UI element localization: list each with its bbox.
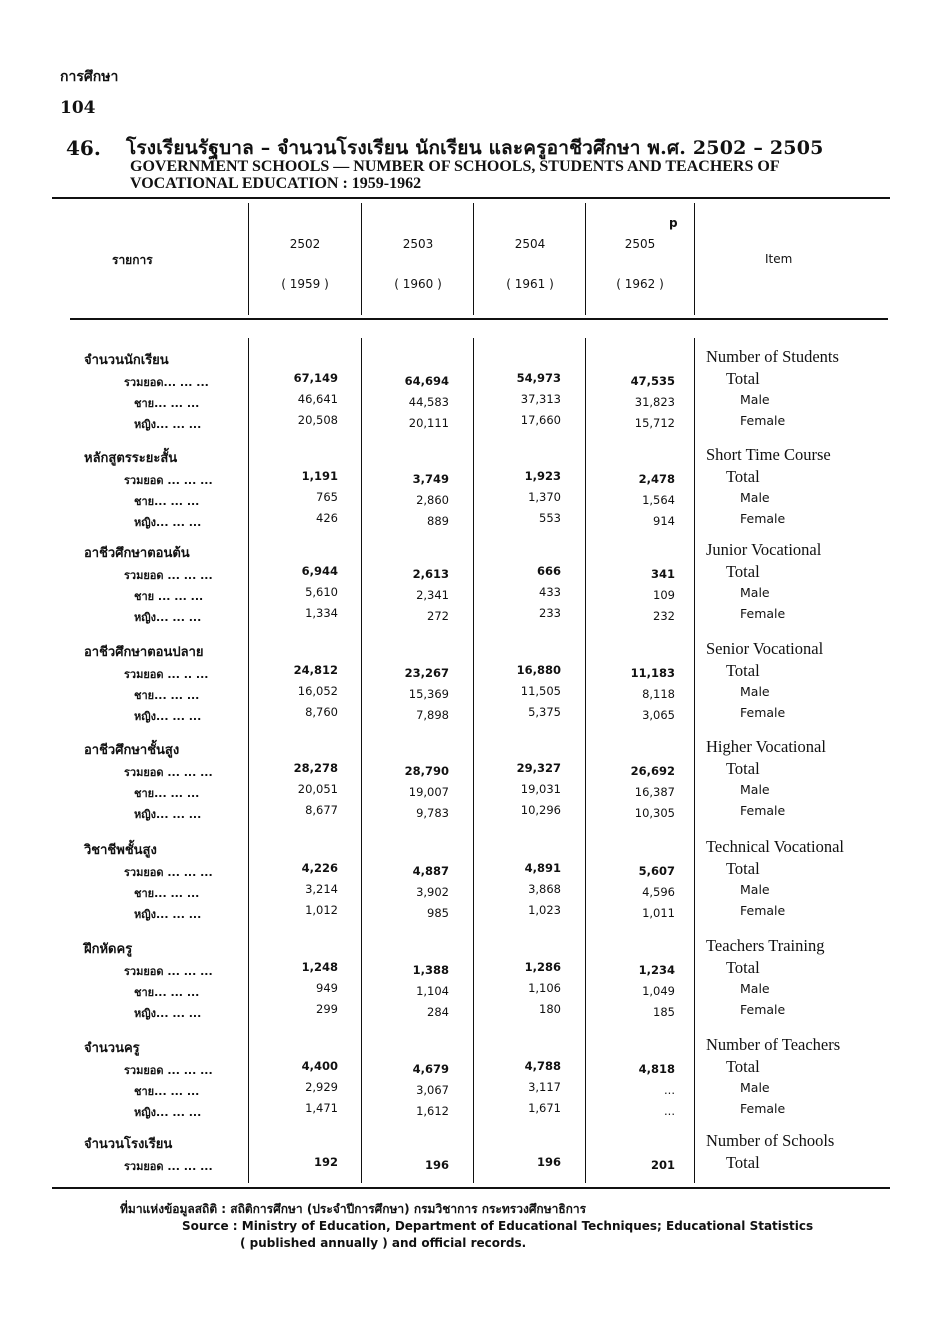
row-label-english: Total — [726, 1153, 760, 1172]
table-cell: 4,891 — [524, 861, 561, 875]
table-cell: 5,610 — [305, 585, 338, 599]
table-title-thai: โรงเรียนรัฐบาล – จำนวนโรงเรียน นักเรียน และครูอาชีวศึกษา พ.ศ. 2502 – 2505 — [126, 137, 824, 159]
row-label-english: Female — [740, 903, 786, 918]
section-title-thai: วิชาชีพชั้นสูง — [84, 843, 157, 858]
table-cell: 67,149 — [293, 371, 338, 385]
table-cell: 1,671 — [528, 1101, 561, 1115]
table-cell: 20,508 — [297, 413, 338, 427]
table-cell: 180 — [539, 1002, 561, 1016]
table-cell: 1,011 — [642, 906, 675, 920]
row-label-english: Male — [740, 1080, 770, 1095]
table-cell: 196 — [424, 1158, 449, 1172]
table-cell: 1,234 — [638, 963, 675, 977]
column-divider — [585, 338, 586, 1183]
header-item-english: Item — [765, 252, 793, 266]
row-label-english: Male — [740, 684, 770, 699]
section-title-thai: จำนวนนักเรียน — [84, 353, 169, 368]
column-divider — [694, 338, 695, 1183]
table-cell: 192 — [313, 1155, 338, 1169]
table-cell: 8,677 — [305, 803, 338, 817]
table-cell: 15,369 — [408, 687, 449, 701]
column-divider — [585, 203, 586, 315]
table-cell: 29,327 — [516, 761, 561, 775]
row-label-thai: รวมยอด ... .. ... — [124, 668, 209, 681]
year-be-2503: 2503 — [402, 237, 434, 251]
table-cell: 1,248 — [301, 960, 338, 974]
table-cell: 949 — [316, 981, 338, 995]
table-cell: 232 — [653, 609, 675, 623]
table-cell: 3,065 — [642, 708, 675, 722]
table-cell: 28,790 — [404, 764, 449, 778]
year-ad-1959: ( 1959 ) — [281, 277, 329, 291]
row-label-thai: หญิง... ... ... — [134, 710, 202, 723]
row-label-thai: ชาย... ... ... — [134, 986, 200, 999]
row-label-thai: ชาย... ... ... — [134, 1085, 200, 1098]
row-label-english: Male — [740, 490, 770, 505]
column-divider — [248, 203, 249, 315]
section-title-thai: อาชีวศึกษาตอนปลาย — [84, 645, 204, 660]
table-cell: 20,111 — [408, 416, 449, 430]
table-cell: 16,387 — [634, 785, 675, 799]
row-label-thai: ชาย ... ... ... — [134, 590, 204, 603]
table-number: 46. — [66, 136, 101, 160]
row-label-english: Female — [740, 511, 786, 526]
running-head: การศึกษา — [60, 69, 119, 85]
table-cell: 185 — [653, 1005, 675, 1019]
table-cell: 7,898 — [416, 708, 449, 722]
table-cell: 3,067 — [416, 1083, 449, 1097]
row-label-english: Male — [740, 392, 770, 407]
table-cell: 2,929 — [305, 1080, 338, 1094]
title-en-line-1: GOVERNMENT SCHOOLS — NUMBER OF SCHOOLS, STUDENTS AND TEACHERS OF — [130, 158, 780, 175]
table-cell: 23,267 — [404, 666, 449, 680]
table-cell: 16,052 — [297, 684, 338, 698]
row-label-english: Total — [726, 958, 760, 977]
table-cell: 1,286 — [524, 960, 561, 974]
table-cell: 433 — [539, 585, 561, 599]
column-divider — [694, 203, 695, 315]
table-cell: 4,679 — [412, 1062, 449, 1076]
row-label-thai: หญิง... ... ... — [134, 1007, 202, 1020]
row-label-english: Total — [726, 369, 760, 388]
table-cell: 2,341 — [416, 588, 449, 602]
row-label-thai: รวมยอด ... ... ... — [124, 1064, 213, 1077]
row-label-thai: รวมยอด ... ... ... — [124, 866, 213, 879]
section-title-thai: จำนวนครู — [84, 1041, 140, 1056]
table-cell: 1,334 — [305, 606, 338, 620]
column-divider — [248, 338, 249, 1183]
table-cell: 985 — [427, 906, 449, 920]
year-ad-1962: ( 1962 ) — [616, 277, 664, 291]
table-cell: 5,375 — [528, 705, 561, 719]
bottom-rule — [52, 1187, 890, 1189]
table-cell: 3,749 — [412, 472, 449, 486]
table-cell: 37,313 — [520, 392, 561, 406]
table-cell: 4,400 — [301, 1059, 338, 1073]
row-label-english: Female — [740, 606, 786, 621]
table-cell: 1,191 — [301, 469, 338, 483]
table-cell: 914 — [653, 514, 675, 528]
table-cell: 1,370 — [528, 490, 561, 504]
row-label-english: Male — [740, 882, 770, 897]
year-be-2502: 2502 — [289, 237, 321, 251]
table-cell: 54,973 — [516, 371, 561, 385]
row-label-thai: หญิง... ... ... — [134, 1106, 202, 1119]
column-divider — [473, 203, 474, 315]
row-label-thai: ชาย... ... ... — [134, 397, 200, 410]
row-label-thai: รวมยอด ... ... ... — [124, 569, 213, 582]
table-cell: 10,305 — [634, 806, 675, 820]
row-label-english: Female — [740, 803, 786, 818]
table-cell: 299 — [316, 1002, 338, 1016]
table-cell: 4,818 — [638, 1062, 675, 1076]
section-title-english: Teachers Training — [706, 936, 825, 955]
row-label-thai: หญิง... ... ... — [134, 516, 202, 529]
row-label-thai: รวมยอด ... ... ... — [124, 965, 213, 978]
section-title-english: Number of Schools — [706, 1131, 835, 1150]
section-title-english: Junior Vocational — [706, 540, 822, 559]
row-label-english: Female — [740, 413, 786, 428]
table-cell: 19,031 — [520, 782, 561, 796]
table-cell: 31,823 — [634, 395, 675, 409]
row-label-thai: ชาย... ... ... — [134, 787, 200, 800]
table-cell: 4,788 — [524, 1059, 561, 1073]
table-cell: 2,478 — [638, 472, 675, 486]
table-cell: 4,596 — [642, 885, 675, 899]
header-item-thai: รายการ — [112, 253, 153, 267]
header-rule — [70, 318, 888, 320]
column-divider — [361, 203, 362, 315]
table-cell: 64,694 — [404, 374, 449, 388]
table-cell: 1,049 — [642, 984, 675, 998]
row-label-english: Total — [726, 562, 760, 581]
table-cell: 196 — [536, 1155, 561, 1169]
column-divider — [361, 338, 362, 1183]
table-cell: 2,860 — [416, 493, 449, 507]
table-cell: 233 — [539, 606, 561, 620]
table-cell: 11,183 — [630, 666, 675, 680]
row-label-english: Total — [726, 467, 760, 486]
year-ad-1961: ( 1961 ) — [506, 277, 554, 291]
table-cell: 6,944 — [301, 564, 338, 578]
table-cell: 889 — [427, 514, 449, 528]
row-label-thai: รวมยอด ... ... ... — [124, 1160, 213, 1173]
source-english-line-2: ( published annually ) and official records. — [240, 1236, 527, 1250]
section-title-thai: ฝึกหัดครู — [84, 942, 133, 957]
row-label-english: Total — [726, 859, 760, 878]
table-cell: 341 — [650, 567, 675, 581]
year-ad-1960: ( 1960 ) — [394, 277, 442, 291]
table-cell: ... — [664, 1083, 675, 1097]
row-label-english: Male — [740, 981, 770, 996]
table-cell: 1,106 — [528, 981, 561, 995]
table-cell: 765 — [316, 490, 338, 504]
row-label-thai: รวมยอด... ... ... — [124, 376, 209, 389]
row-label-english: Male — [740, 585, 770, 600]
table-cell: 3,902 — [416, 885, 449, 899]
table-cell: 24,812 — [293, 663, 338, 677]
row-label-english: Total — [726, 759, 760, 778]
table-cell: 109 — [653, 588, 675, 602]
table-cell: 8,118 — [642, 687, 675, 701]
year-be-2504: 2504 — [514, 237, 546, 251]
section-title-english: Short Time Course — [706, 445, 831, 464]
table-cell: 4,887 — [412, 864, 449, 878]
row-label-thai: หญิง... ... ... — [134, 418, 202, 431]
row-label-english: Total — [726, 1057, 760, 1076]
table-cell: 44,583 — [408, 395, 449, 409]
top-rule — [52, 197, 890, 199]
row-label-english: Total — [726, 661, 760, 680]
table-cell: 10,296 — [520, 803, 561, 817]
table-cell: 4,226 — [301, 861, 338, 875]
section-title-english: Number of Teachers — [706, 1035, 841, 1054]
table-cell: 20,051 — [297, 782, 338, 796]
table-cell: 201 — [650, 1158, 675, 1172]
section-title-thai: อาชีวศึกษาชั้นสูง — [84, 743, 180, 758]
source-thai: ที่มาแห่งข้อมูลสถิติ : สถิติการศึกษา (ประจำปีการศึกษา) กรมวิชาการ กระทรวงศึกษาธิการ — [120, 1202, 587, 1216]
row-label-thai: หญิง... ... ... — [134, 908, 202, 921]
table-cell: 19,007 — [408, 785, 449, 799]
table-cell: 15,712 — [634, 416, 675, 430]
section-title-english: Senior Vocational — [706, 639, 824, 658]
table-cell: 1,612 — [416, 1104, 449, 1118]
row-label-thai: หญิง... ... ... — [134, 808, 202, 821]
table-cell: 3,214 — [305, 882, 338, 896]
table-cell: 2,613 — [412, 567, 449, 581]
title-en-line-2: VOCATIONAL EDUCATION : 1959-1962 — [130, 175, 422, 192]
row-label-thai: ชาย... ... ... — [134, 689, 200, 702]
table-cell: 666 — [536, 564, 561, 578]
table-cell: 1,564 — [642, 493, 675, 507]
table-cell: 26,692 — [630, 764, 675, 778]
section-title-thai: อาชีวศึกษาตอนต้น — [84, 546, 190, 561]
table-cell: 3,868 — [528, 882, 561, 896]
table-cell: 8,760 — [305, 705, 338, 719]
table-cell: 426 — [316, 511, 338, 525]
section-title-thai: จำนวนโรงเรียน — [84, 1137, 173, 1152]
source-english-line-1: Source : Ministry of Education, Department of Educational Techniques; Educational Statistics — [182, 1219, 814, 1233]
table-cell: 46,641 — [297, 392, 338, 406]
table-cell: 9,783 — [416, 806, 449, 820]
row-label-english: Female — [740, 1101, 786, 1116]
table-cell: 11,505 — [520, 684, 561, 698]
row-label-thai: รวมยอด ... ... ... — [124, 766, 213, 779]
table-cell: 1,023 — [528, 903, 561, 917]
table-cell: 47,535 — [630, 374, 675, 388]
year-be-2505: 2505 — [624, 237, 656, 251]
table-cell: 1,471 — [305, 1101, 338, 1115]
table-cell: 16,880 — [516, 663, 561, 677]
table-cell: 1,104 — [416, 984, 449, 998]
table-title-english — [130, 158, 780, 192]
section-title-english: Higher Vocational — [706, 737, 826, 756]
row-label-thai: หญิง... ... ... — [134, 611, 202, 624]
row-label-thai: ชาย... ... ... — [134, 887, 200, 900]
row-label-thai: ชาย... ... ... — [134, 495, 200, 508]
row-label-english: Female — [740, 1002, 786, 1017]
section-title-thai: หลักสูตรระยะสั้น — [84, 451, 178, 466]
table-cell: 28,278 — [293, 761, 338, 775]
table-cell: 3,117 — [528, 1080, 561, 1094]
table-cell: 272 — [427, 609, 449, 623]
table-cell: 1,012 — [305, 903, 338, 917]
table-cell: 17,660 — [520, 413, 561, 427]
table-cell: ... — [664, 1104, 675, 1118]
table-cell: 1,923 — [524, 469, 561, 483]
table-cell: 553 — [539, 511, 561, 525]
preliminary-mark: p — [669, 216, 678, 230]
table-cell: 5,607 — [638, 864, 675, 878]
section-title-english: Number of Students — [706, 347, 839, 366]
column-divider — [473, 338, 474, 1183]
table-cell: 1,388 — [412, 963, 449, 977]
section-title-english: Technical Vocational — [706, 837, 844, 856]
row-label-english: Female — [740, 705, 786, 720]
page-number: 104 — [60, 98, 96, 118]
row-label-english: Male — [740, 782, 770, 797]
row-label-thai: รวมยอด ... ... ... — [124, 474, 213, 487]
table-cell: 284 — [427, 1005, 449, 1019]
